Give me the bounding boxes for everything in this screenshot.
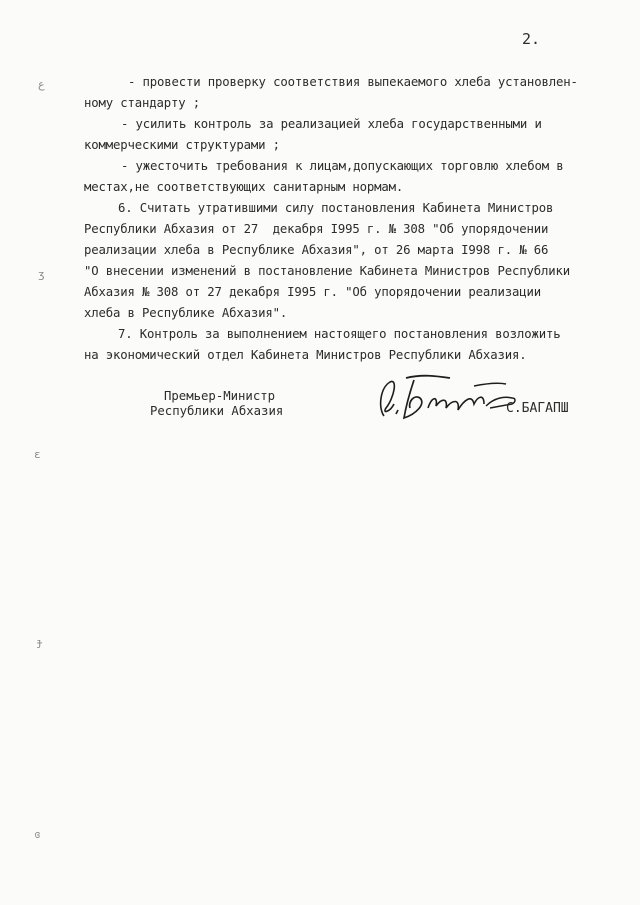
text-line: Республики Абхазия от 27 декабря I995 г. № 308 "Об упорядочении bbox=[84, 222, 549, 236]
margin-mark: ɞ bbox=[34, 828, 41, 841]
signatory-title-line-1: Премьер-Министр bbox=[164, 389, 276, 403]
text-line: - усилить контроль за реализацией хлеба государственными и bbox=[121, 117, 542, 131]
margin-mark: ʒ bbox=[38, 268, 45, 281]
text-line: - провести проверку соответствия выпекаемого хлеба установлен- bbox=[128, 75, 578, 89]
signatory-title-line-2: Республики Абхазия bbox=[150, 404, 284, 418]
handwritten-signature bbox=[370, 368, 530, 428]
text-line: коммерческими структурами ; bbox=[84, 138, 280, 152]
text-line: "О внесении изменений в постановление Кабинета Министров Республики bbox=[84, 264, 570, 278]
margin-mark: ɟ bbox=[36, 636, 43, 649]
signatory-name: С.БАГАПШ bbox=[506, 401, 569, 416]
text-line: Абхазия № 308 от 27 декабря I995 г. "Об упорядочении реализации bbox=[84, 285, 541, 299]
text-line: на экономический отдел Кабинета Министров Республики Абхазия. bbox=[84, 348, 527, 362]
text-line: местах,не соответствующих санитарным нормам. bbox=[84, 180, 404, 194]
text-line: 7. Контроль за выполнением настоящего постановления возложить bbox=[118, 327, 561, 341]
text-line: ному стандарту ; bbox=[84, 96, 201, 110]
text-line: реализации хлеба в Республике Абхазия", от 26 марта I998 г. № 66 bbox=[84, 243, 549, 257]
page-number: 2. bbox=[522, 30, 541, 48]
text-line: 6. Считать утратившими силу постановления Кабинета Министров bbox=[118, 201, 554, 215]
margin-mark: ɛ bbox=[34, 448, 41, 461]
text-line: хлеба в Республике Абхазия". bbox=[84, 306, 288, 320]
text-line: - ужесточить требования к лицам,допускающих торговлю хлебом в bbox=[121, 159, 564, 173]
margin-mark: ع bbox=[38, 78, 45, 91]
